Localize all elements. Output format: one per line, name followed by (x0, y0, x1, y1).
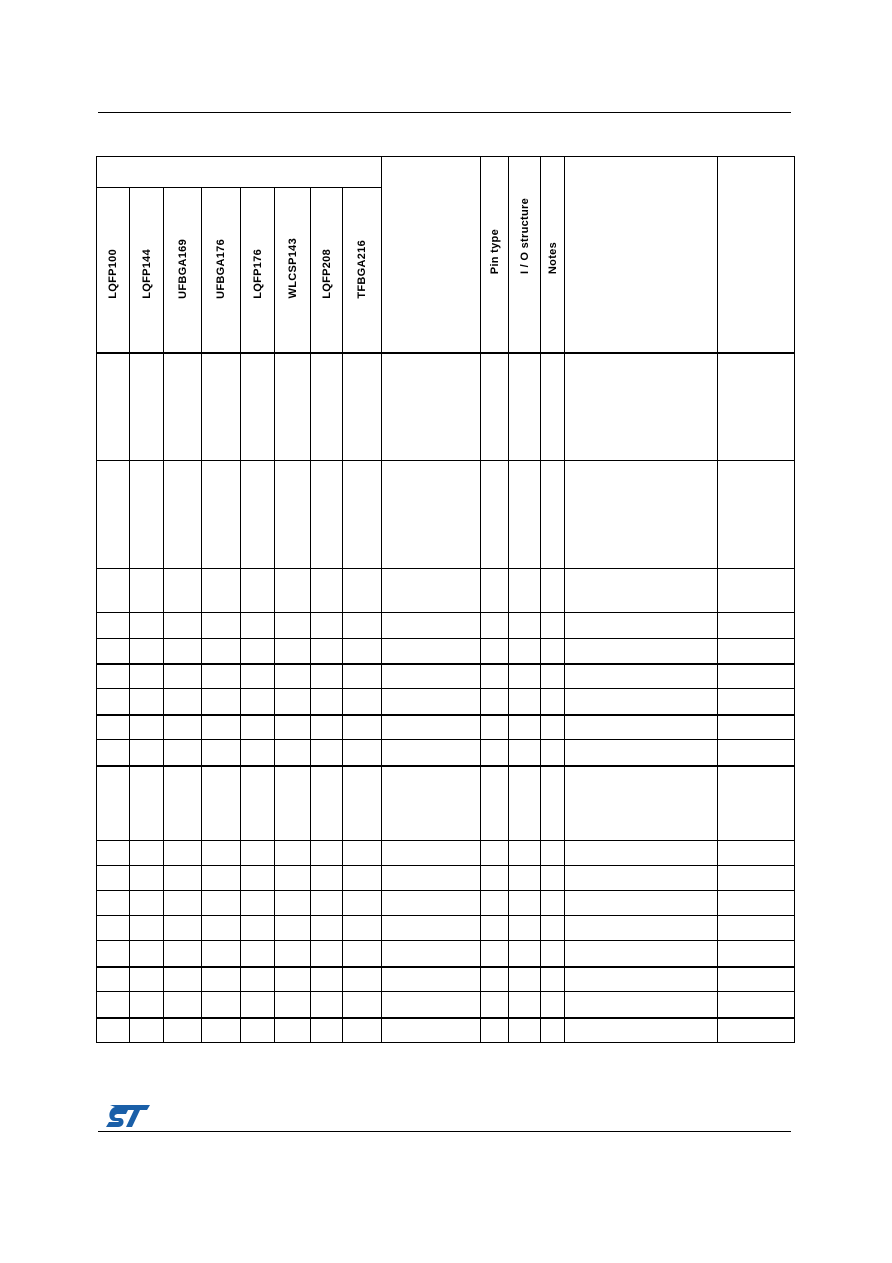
table-row (97, 841, 795, 866)
table-cell (343, 664, 382, 689)
table-cell (97, 740, 130, 766)
table-cell (565, 941, 718, 967)
table-cell (97, 639, 130, 664)
table-cell (541, 461, 565, 569)
table-cell (382, 461, 481, 569)
table-cell (565, 992, 718, 1018)
table-cell (481, 664, 509, 689)
table-row (97, 715, 795, 740)
table-cell (275, 715, 311, 740)
table-cell (382, 967, 481, 992)
table-cell (382, 841, 481, 866)
table-cell (275, 992, 311, 1018)
header-row-top (97, 157, 795, 188)
table-cell (509, 916, 541, 941)
table-cell (382, 715, 481, 740)
header-rule (98, 112, 791, 113)
table-cell (241, 841, 275, 866)
pinout-table (96, 156, 795, 1043)
table-cell (275, 613, 311, 639)
table-cell (241, 613, 275, 639)
table-cell (97, 569, 130, 613)
pin-type-label: Pin type (488, 229, 501, 275)
pin-name-header (382, 157, 481, 353)
table-cell (275, 639, 311, 664)
table-cell (541, 740, 565, 766)
table-cell (541, 639, 565, 664)
table-row (97, 916, 795, 941)
table-cell (275, 689, 311, 715)
table-cell (97, 461, 130, 569)
table-cell (481, 916, 509, 941)
table-cell (718, 664, 795, 689)
table-row (97, 941, 795, 967)
table-cell (565, 740, 718, 766)
table-cell (718, 639, 795, 664)
table-cell (275, 353, 311, 461)
table-cell (481, 992, 509, 1018)
table-cell (343, 992, 382, 1018)
table-cell (202, 1018, 241, 1043)
table-cell (541, 916, 565, 941)
table-cell (130, 461, 164, 569)
table-cell (130, 866, 164, 891)
table-cell (202, 664, 241, 689)
pkg-header-lqfp176: LQFP176 (241, 188, 275, 353)
notes-label: Notes (546, 242, 559, 275)
table-cell (481, 613, 509, 639)
table-cell (97, 941, 130, 967)
table-cell (130, 353, 164, 461)
table-row (97, 613, 795, 639)
table-cell (241, 992, 275, 1018)
st-logo-icon (104, 1103, 152, 1129)
table-cell (202, 613, 241, 639)
pkg-header-ufbga176: UFBGA176 (202, 188, 241, 353)
pkg-header-wlcsp143: WLCSP143 (275, 188, 311, 353)
table-cell (343, 569, 382, 613)
table-cell (541, 866, 565, 891)
table-cell (97, 613, 130, 639)
table-cell (565, 569, 718, 613)
table-cell (241, 967, 275, 992)
table-cell (130, 916, 164, 941)
table-cell (541, 715, 565, 740)
table-cell (202, 891, 241, 916)
table-cell (481, 866, 509, 891)
table-cell (202, 941, 241, 967)
table-cell (718, 1018, 795, 1043)
table-cell (718, 967, 795, 992)
table-cell (481, 715, 509, 740)
table-cell (343, 740, 382, 766)
table-cell (311, 353, 343, 461)
table-cell (275, 1018, 311, 1043)
table-cell (202, 569, 241, 613)
table-cell (481, 891, 509, 916)
table-cell (382, 941, 481, 967)
table-cell (541, 967, 565, 992)
table-cell (311, 613, 343, 639)
table-cell (202, 967, 241, 992)
pkg-header-lqfp144: LQFP144 (130, 188, 164, 353)
table-row (97, 967, 795, 992)
table-cell (241, 866, 275, 891)
table-cell (343, 461, 382, 569)
table-row (97, 766, 795, 841)
table-cell (343, 866, 382, 891)
table-cell (164, 992, 202, 1018)
table-cell (241, 639, 275, 664)
table-cell (164, 639, 202, 664)
table-cell (382, 916, 481, 941)
table-cell (275, 967, 311, 992)
table-row (97, 461, 795, 569)
table-cell (343, 941, 382, 967)
table-cell (481, 1018, 509, 1043)
table-cell (311, 689, 343, 715)
footer-rule (98, 1131, 791, 1132)
table-cell (565, 866, 718, 891)
table-cell (164, 1018, 202, 1043)
table-cell (130, 891, 164, 916)
table-cell (311, 1018, 343, 1043)
table-cell (164, 715, 202, 740)
table-cell (130, 992, 164, 1018)
table-cell (311, 740, 343, 766)
table-cell (382, 353, 481, 461)
table-cell (202, 689, 241, 715)
table-cell (241, 891, 275, 916)
table-cell (241, 941, 275, 967)
table-cell (164, 841, 202, 866)
table-cell (541, 353, 565, 461)
table-cell (382, 866, 481, 891)
table-cell (311, 569, 343, 613)
table-cell (382, 891, 481, 916)
table-cell (164, 866, 202, 891)
table-cell (311, 992, 343, 1018)
table-cell (541, 941, 565, 967)
table-cell (541, 1018, 565, 1043)
table-cell (202, 992, 241, 1018)
table-cell (130, 715, 164, 740)
table-row (97, 891, 795, 916)
table-cell (509, 941, 541, 967)
table-cell (565, 967, 718, 992)
table-cell (241, 916, 275, 941)
table-cell (718, 992, 795, 1018)
table-cell (509, 841, 541, 866)
table-cell (202, 353, 241, 461)
table-cell (343, 916, 382, 941)
table-cell (509, 866, 541, 891)
table-cell (97, 353, 130, 461)
table-cell (509, 639, 541, 664)
table-cell (718, 891, 795, 916)
table-cell (718, 916, 795, 941)
table-cell (130, 689, 164, 715)
table-cell (718, 353, 795, 461)
table-cell (130, 1018, 164, 1043)
table-cell (382, 740, 481, 766)
table-cell (130, 841, 164, 866)
table-cell (718, 715, 795, 740)
table-cell (97, 916, 130, 941)
table-cell (343, 967, 382, 992)
table-row (97, 569, 795, 613)
table-cell (130, 569, 164, 613)
table-cell (202, 740, 241, 766)
table-cell (541, 569, 565, 613)
table-cell (311, 941, 343, 967)
table-cell (718, 841, 795, 866)
table-cell (481, 766, 509, 841)
table-cell (343, 841, 382, 866)
table-cell (97, 766, 130, 841)
table-cell (97, 664, 130, 689)
table-cell (509, 664, 541, 689)
table-cell (343, 689, 382, 715)
table-cell (97, 992, 130, 1018)
table-cell (565, 639, 718, 664)
table-cell (509, 891, 541, 916)
table-cell (241, 689, 275, 715)
table-cell (541, 891, 565, 916)
table-cell (241, 1018, 275, 1043)
table-cell (541, 613, 565, 639)
table-cell (541, 689, 565, 715)
table-cell (343, 639, 382, 664)
table-cell (202, 715, 241, 740)
table-cell (241, 766, 275, 841)
table-cell (343, 715, 382, 740)
pkg-header-lqfp208: LQFP208 (311, 188, 343, 353)
table-cell (382, 689, 481, 715)
table-cell (565, 664, 718, 689)
table-cell (275, 916, 311, 941)
table-cell (509, 1018, 541, 1043)
table-cell (275, 461, 311, 569)
table-cell (241, 461, 275, 569)
table-row (97, 866, 795, 891)
io-structure-header (509, 157, 541, 353)
pin-type-header (481, 157, 509, 353)
table-row (97, 992, 795, 1018)
table-cell (718, 941, 795, 967)
table-cell (382, 613, 481, 639)
table-cell (382, 639, 481, 664)
table-cell (164, 967, 202, 992)
table-cell (541, 664, 565, 689)
table-cell (164, 353, 202, 461)
table-cell (509, 461, 541, 569)
table-cell (565, 715, 718, 740)
table-cell (481, 740, 509, 766)
table-cell (275, 891, 311, 916)
table-cell (164, 569, 202, 613)
table-cell (509, 353, 541, 461)
table-cell (164, 689, 202, 715)
table-cell (343, 766, 382, 841)
table-cell (275, 766, 311, 841)
table-row (97, 664, 795, 689)
table-cell (509, 613, 541, 639)
table-cell (509, 569, 541, 613)
table-cell (241, 664, 275, 689)
table-cell (565, 891, 718, 916)
table-cell (481, 639, 509, 664)
table-cell (382, 1018, 481, 1043)
table-cell (343, 613, 382, 639)
table-cell (565, 613, 718, 639)
table-cell (130, 664, 164, 689)
table-cell (541, 992, 565, 1018)
table-cell (241, 740, 275, 766)
table-cell (343, 353, 382, 461)
table-cell (718, 766, 795, 841)
table-cell (311, 841, 343, 866)
table-cell (509, 766, 541, 841)
table-cell (343, 891, 382, 916)
table-cell (97, 841, 130, 866)
table-cell (311, 967, 343, 992)
table-cell (382, 569, 481, 613)
table-cell (164, 613, 202, 639)
io-structure-label: I / O structure (518, 198, 531, 275)
table-cell (311, 891, 343, 916)
table-cell (509, 689, 541, 715)
table-cell (202, 866, 241, 891)
table-cell (382, 664, 481, 689)
table-cell (130, 967, 164, 992)
table-cell (481, 461, 509, 569)
pin-number-group-header (97, 157, 382, 188)
table-cell (97, 891, 130, 916)
pkg-header-tfbga216: TFBGA216 (343, 188, 382, 353)
table-cell (541, 766, 565, 841)
table-row (97, 353, 795, 461)
table-cell (382, 992, 481, 1018)
table-cell (97, 715, 130, 740)
table-cell (343, 1018, 382, 1043)
table-cell (565, 689, 718, 715)
table-cell (241, 353, 275, 461)
table-cell (481, 967, 509, 992)
table-cell (202, 639, 241, 664)
table-cell (565, 916, 718, 941)
table-cell (311, 664, 343, 689)
pkg-header-ufbga169: UFBGA169 (164, 188, 202, 353)
table-cell (130, 766, 164, 841)
table-cell (718, 740, 795, 766)
table-cell (481, 569, 509, 613)
table-cell (718, 689, 795, 715)
table-cell (718, 866, 795, 891)
table-cell (164, 664, 202, 689)
table-cell (481, 841, 509, 866)
table-cell (718, 569, 795, 613)
table-cell (509, 967, 541, 992)
table-cell (275, 841, 311, 866)
table-cell (164, 766, 202, 841)
table-cell (275, 664, 311, 689)
table-cell (565, 353, 718, 461)
table-cell (97, 866, 130, 891)
table-cell (509, 740, 541, 766)
table-cell (565, 841, 718, 866)
pkg-header-lqfp100: LQFP100 (97, 188, 130, 353)
table-cell (541, 841, 565, 866)
table-cell (509, 715, 541, 740)
table-cell (164, 461, 202, 569)
table-cell (275, 740, 311, 766)
table-cell (202, 461, 241, 569)
table-cell (718, 461, 795, 569)
table-row (97, 1018, 795, 1043)
table-cell (164, 916, 202, 941)
table-cell (130, 740, 164, 766)
table-cell (275, 941, 311, 967)
table-cell (164, 740, 202, 766)
table-cell (311, 715, 343, 740)
table-cell (481, 941, 509, 967)
table-cell (130, 613, 164, 639)
table-cell (241, 569, 275, 613)
table-cell (202, 766, 241, 841)
table-cell (241, 715, 275, 740)
table-cell (481, 353, 509, 461)
table-cell (275, 569, 311, 613)
table-cell (130, 941, 164, 967)
table-cell (311, 461, 343, 569)
table-cell (202, 916, 241, 941)
table-cell (164, 941, 202, 967)
table-cell (509, 992, 541, 1018)
alternate-functions-header (565, 157, 718, 353)
table-cell (481, 689, 509, 715)
table-cell (202, 841, 241, 866)
table-cell (565, 1018, 718, 1043)
table-cell (311, 639, 343, 664)
table-cell (97, 1018, 130, 1043)
table-cell (275, 866, 311, 891)
table-cell (311, 866, 343, 891)
table-cell (718, 613, 795, 639)
table-row (97, 689, 795, 715)
table-cell (565, 766, 718, 841)
table-cell (97, 967, 130, 992)
table-cell (382, 766, 481, 841)
table-cell (311, 916, 343, 941)
table-row (97, 639, 795, 664)
table-cell (97, 689, 130, 715)
table-cell (164, 891, 202, 916)
table-cell (130, 639, 164, 664)
table-row (97, 740, 795, 766)
table-cell (565, 461, 718, 569)
notes-header (541, 157, 565, 353)
additional-functions-header (718, 157, 795, 353)
table-cell (311, 766, 343, 841)
